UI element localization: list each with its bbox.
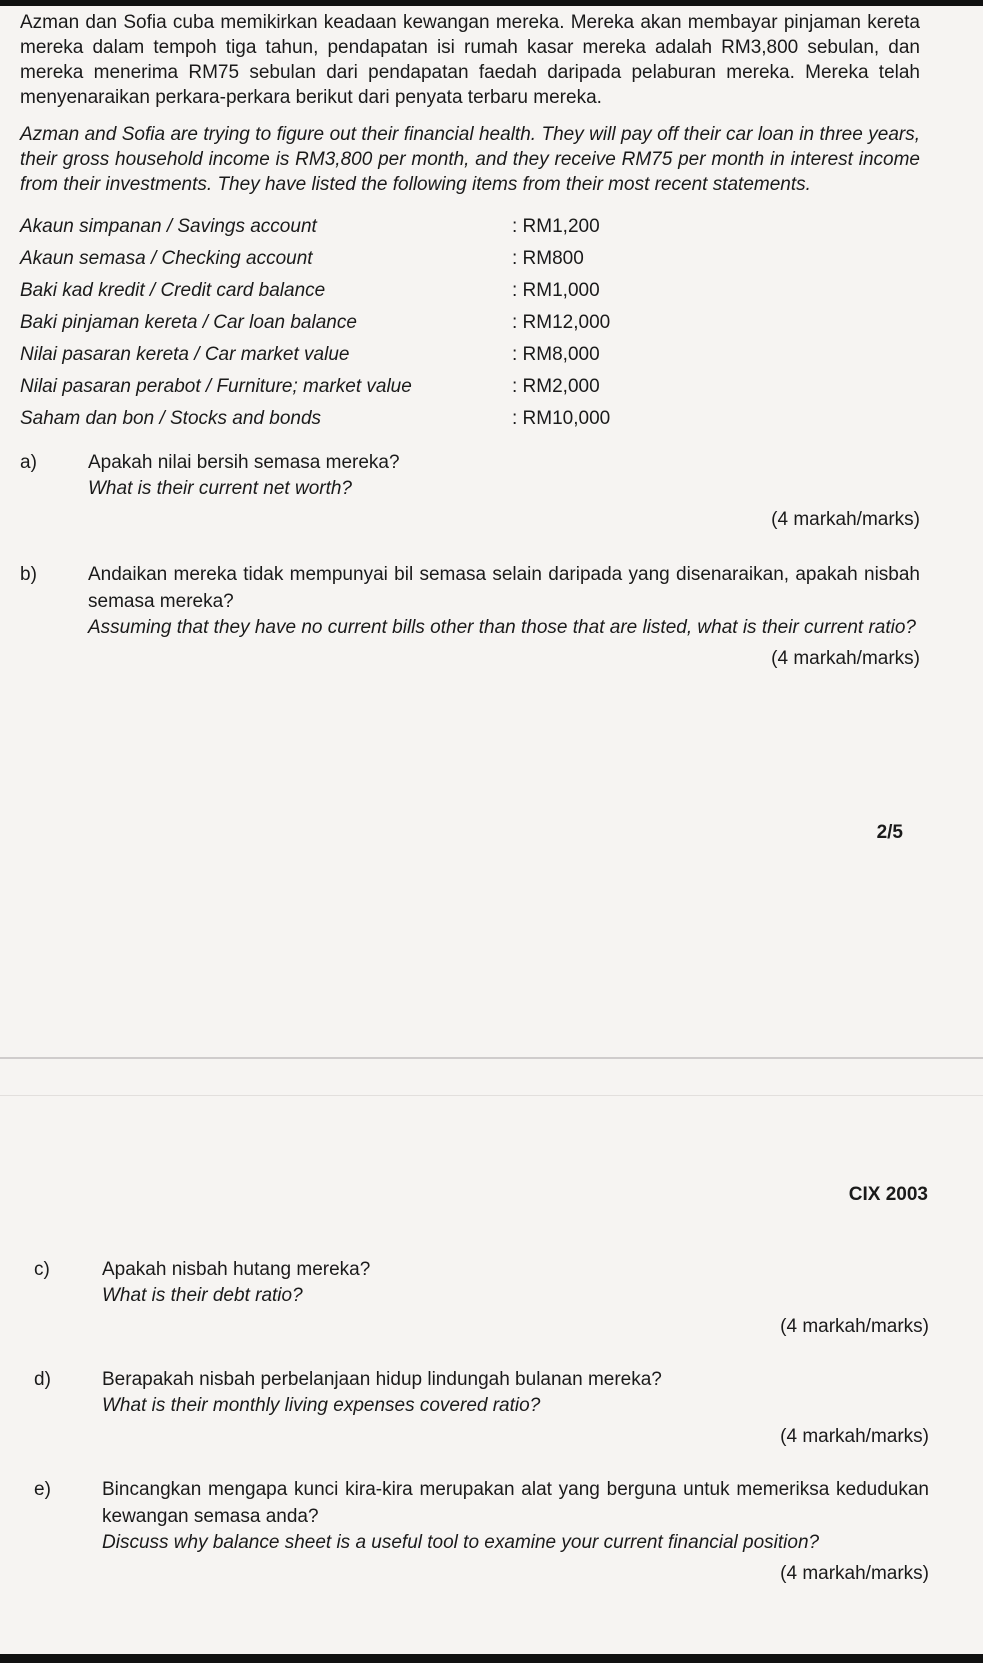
page-divider <box>0 1057 983 1059</box>
item-label: Akaun simpanan / Savings account <box>20 216 317 237</box>
course-code: CIX 2003 <box>848 1184 928 1205</box>
item-value: : RM10,000 <box>512 408 611 429</box>
intro-english: Azman and Sofia are trying to figure out their financial health. They will pay off their car loan in three years, their gross household income is RM3,800 per month, and they receive RM75 per month in interest income from their investments. They have listed the following items from their most recent statements. <box>20 124 920 195</box>
page-2 <box>20 10 920 670</box>
statement-item <box>20 339 920 371</box>
question-english: What is their debt ratio? <box>102 1285 303 1306</box>
question-c <box>34 1256 929 1338</box>
marks-label: (4 markah/marks) <box>771 509 920 530</box>
question-d <box>34 1366 929 1448</box>
question-malay: Apakah nilai bersih semasa mereka? <box>88 452 400 473</box>
statement-item <box>20 371 920 403</box>
question-malay: Berapakah nisbah perbelanjaan hidup lindungah bulanan mereka? <box>102 1369 662 1390</box>
marks-label: (4 markah/marks) <box>780 1316 929 1337</box>
page-number: 2/5 <box>876 822 903 843</box>
question-a <box>20 449 920 531</box>
statement-item <box>20 243 920 275</box>
statement-item <box>20 211 920 243</box>
question-malay: Apakah nisbah hutang mereka? <box>102 1259 371 1280</box>
item-value: : RM12,000 <box>512 312 611 333</box>
question-b <box>20 561 920 670</box>
question-letter: b) <box>20 564 37 585</box>
question-malay: Andaikan mereka tidak mempunyai bil semasa selain daripada yang disenaraikan, apakah nisbah semasa mereka? <box>88 564 920 612</box>
item-value: : RM2,000 <box>512 376 600 397</box>
item-label: Akaun semasa / Checking account <box>20 248 313 269</box>
item-value: : RM8,000 <box>512 344 600 365</box>
statement-items <box>20 211 920 435</box>
page-3 <box>34 1256 929 1585</box>
question-english: Assuming that they have no current bills other than those that are listed, what is their current ratio? <box>88 617 916 638</box>
intro-malay: Azman dan Sofia cuba memikirkan keadaan kewangan mereka. Mereka akan membayar pinjaman kereta mereka dalam tempoh tiga tahun, pendapatan isi rumah kasar mereka adalah RM3,800 sebulan, dan mereka menerima RM75 sebulan dari pendapatan faedah daripada pelaburan mereka. Mereka telah menyenaraikan perkara-perkara berikut dari penyata terbaru mereka. <box>20 12 920 108</box>
question-letter: d) <box>34 1369 51 1390</box>
question-e <box>34 1476 929 1585</box>
item-label: Nilai pasaran kereta / Car market value <box>20 344 350 365</box>
statement-item <box>20 275 920 307</box>
statement-item <box>20 307 920 339</box>
question-english: What is their current net worth? <box>88 478 352 499</box>
marks-label: (4 markah/marks) <box>780 1426 929 1447</box>
item-value: : RM1,200 <box>512 216 600 237</box>
question-english: What is their monthly living expenses covered ratio? <box>102 1395 541 1416</box>
item-label: Saham dan bon / Stocks and bonds <box>20 408 322 429</box>
statement-item <box>20 403 920 435</box>
item-label: Baki pinjaman kereta / Car loan balance <box>20 312 357 333</box>
marks-label: (4 markah/marks) <box>771 648 920 669</box>
question-letter: e) <box>34 1479 51 1500</box>
item-label: Nilai pasaran perabot / Furniture; market value <box>20 376 412 397</box>
question-letter: a) <box>20 452 37 473</box>
marks-label: (4 markah/marks) <box>780 1563 929 1584</box>
question-malay: Bincangkan mengapa kunci kira-kira merupakan alat yang berguna untuk memeriksa kedudukan kewangan semasa anda? <box>102 1479 929 1527</box>
question-english: Discuss why balance sheet is a useful tool to examine your current financial position? <box>102 1532 820 1553</box>
item-value: : RM800 <box>512 248 584 269</box>
bottom-scan-edge <box>0 1654 983 1663</box>
page-divider <box>0 1095 983 1096</box>
question-letter: c) <box>34 1259 50 1280</box>
top-scan-edge <box>0 0 983 6</box>
item-value: : RM1,000 <box>512 280 600 301</box>
item-label: Baki kad kredit / Credit card balance <box>20 280 326 301</box>
